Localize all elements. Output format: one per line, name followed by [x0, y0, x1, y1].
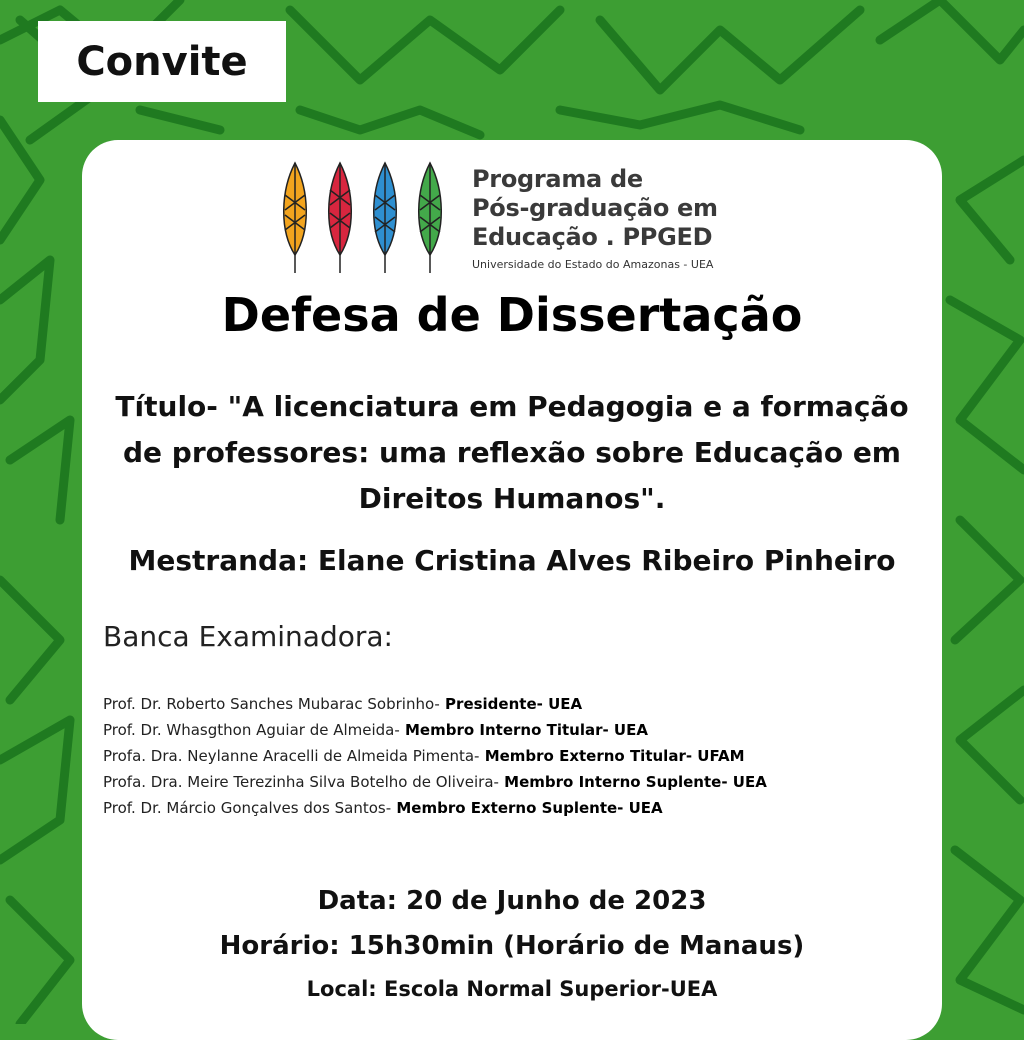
feather-icon-orange	[284, 163, 307, 273]
invitation-card	[82, 140, 942, 1040]
member-role: Presidente- UEA	[439, 695, 583, 713]
board-members-list	[103, 691, 767, 821]
feathers-logo	[277, 155, 457, 275]
student-name: Mestranda: Elane Cristina Alves Ribeiro Pinheiro	[128, 544, 896, 577]
board-title: Banca Examinadora:	[103, 620, 393, 653]
member-name: Prof. Dr. Márcio Gonçalves dos Santos-	[103, 799, 392, 817]
member-role: Membro Externo Suplente- UEA	[391, 799, 663, 817]
member-name: Profa. Dra. Meire Terezinha Silva Botelho de Oliveira-	[103, 773, 499, 791]
feather-icon-green	[419, 163, 442, 273]
list-item	[103, 743, 767, 769]
logo-line-1: Programa de	[472, 165, 643, 193]
member-role: Membro Externo Titular- UFAM	[479, 747, 745, 765]
event-date: Data: 20 de Junho de 2023	[317, 886, 707, 916]
list-item	[103, 769, 767, 795]
logo-line-2: Pós-graduação em	[472, 194, 718, 222]
university-name: Universidade do Estado do Amazonas - UEA	[472, 258, 714, 271]
invite-badge: Convite	[38, 21, 286, 102]
event-info	[82, 878, 942, 1010]
member-role: Membro Interno Titular- UEA	[399, 721, 648, 739]
page-title: Defesa de Dissertação	[221, 288, 803, 342]
member-name: Prof. Dr. Roberto Sanches Mubarac Sobrinho-	[103, 695, 440, 713]
list-item	[103, 691, 767, 717]
member-name: Prof. Dr. Whasgthon Aguiar de Almeida-	[103, 721, 400, 739]
list-item	[103, 717, 767, 743]
ppged-logo	[277, 155, 747, 275]
member-role: Membro Interno Suplente- UEA	[498, 773, 767, 791]
feather-icon-blue	[374, 163, 397, 273]
program-name	[472, 165, 718, 271]
thesis-title: Título- "A licenciatura em Pedagogia e a formação de professores: uma reflexão sobre Educação em Direitos Humanos".	[115, 390, 909, 515]
member-name: Profa. Dra. Neylanne Aracelli de Almeida Pimenta-	[103, 747, 480, 765]
event-location: Local: Escola Normal Superior-UEA	[306, 977, 718, 1001]
event-time: Horário: 15h30min (Horário de Manaus)	[219, 931, 805, 961]
feather-icon-red	[329, 163, 352, 273]
list-item	[103, 795, 767, 821]
logo-line-3: Educação . PPGED	[472, 223, 713, 251]
